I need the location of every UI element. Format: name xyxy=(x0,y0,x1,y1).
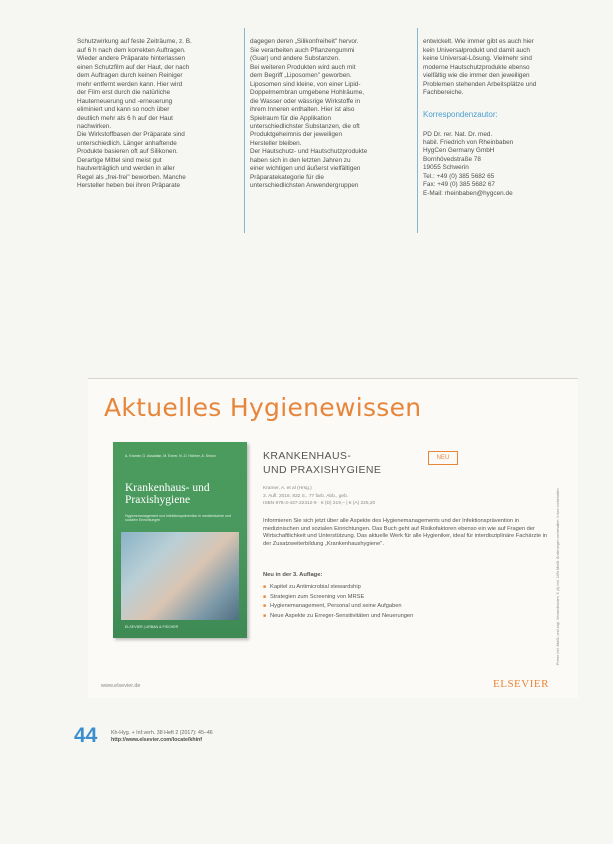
product-meta xyxy=(263,485,423,508)
list-item: ■ Neue Aspekte zu Erreger-Sensitivitäten und Neuerungen xyxy=(263,612,413,622)
book-authors: A. Kramer, O. Assadian, M. Exner, N.-O. Hübner, A. Simon xyxy=(125,454,216,458)
new-badge: NEU xyxy=(428,451,458,465)
text-column-2 xyxy=(250,30,410,199)
column-2-text: dagegen deren „Silikonfreiheit" hervor. Sie verarbeiten auch Pflanzengummi (Guar) und andere Substanzen. Bei weiteren Produkten wird auch mit dem Begriff „Liposomen" geworben. Liposomen sind kleine, von einer Lipid- Doppelmembran umgebene Hohlräume, die Wasser oder wässrige Wirkstoffe in ihrem Inneren enthalten. Hier ist also Spielraum für die Applikation unterschiedlichster Substanzen, die oft Produktgeheimnis der jeweiligen Hersteller bleiben. Der Hautschutz- und Hautschutzprodukte haben sich in den letzten Jahren zu einer wichtigen und äußerst vielfältigen Präparatekategorie für die unterschiedlichsten Anwendergruppen xyxy=(250,38,368,190)
list-item: ■ Hygienemanagement, Personal und seine Aufgaben xyxy=(263,602,413,612)
book-cover-image xyxy=(113,442,247,638)
correspondence-heading: Korrespondenzautor: xyxy=(423,110,498,120)
column-3-text: entwickelt. Wie immer gibt es auch hier kein Universalprodukt und damit auch keine Universal-Lösung. Vielmehr sind moderne Hautschutzprodukte ebenso vielfältig wie die immer den jeweiligen Problemen stehenden Arbeitsplätze und Fachbereiche. xyxy=(423,38,537,97)
page-number: 44 xyxy=(74,724,98,747)
journal-citation xyxy=(111,730,213,744)
column-1-text: Schutzwirkung auf feste Zeiträume, z. B. auf 6 h nach dem korrekten Auftragen. Wieder andere Präparate hinterlassen einen Schutzfilm auf der Haut, der nach dem Auftragen durch keinen Reiniger mehr entfernt werden kann. Hier wird der Film erst durch die natürliche Hauterneuerung und -erneuerung eliminiert und kann so noch über deutlich mehr als 6 h auf der Haut nachwirken. Die Wirkstoffbasen der Präparate sind unterschiedlich. Länger anhaftende Produkte basieren oft auf Silikonen. Derartige Mittel sind meist gut hautverträglich und werden in aller Regel als „frei-frei" beworben. Manche Hersteller heben bei ihren Präparate xyxy=(77,38,192,190)
product-description: Informieren Sie sich jetzt über alle Aspekte des Hygienemanagements und der Infektionsprävention in medizinischen und sozialen Einrichtungen. Das Buch geht auf Risikofaktoren ebenso ein wie auf Fragen der Wirtschaftlichkeit und Unterstützung. Das aktuelle Werk für alle Hygieniker, ideal für interdisziplinäre Fachärzte in der Zusatzweiterbildung „Krankenhaushygiene". xyxy=(263,518,548,547)
journal-url[interactable]: http://www.elsevier.com/locate/khinf xyxy=(111,737,203,743)
elsevier-logo: ELSEVIER xyxy=(493,678,549,690)
new-edition-heading: Neu in der 3. Auflage: xyxy=(263,572,323,578)
book-title: Krankenhaus- und Praxishygiene xyxy=(125,482,210,506)
ad-headline: Aktuelles Hygienewissen xyxy=(104,393,422,422)
product-title-line-2: UND PRAXISHYGIENE xyxy=(263,464,382,476)
product-title xyxy=(263,449,381,477)
ad-url[interactable]: www.elsevier.de xyxy=(101,683,141,689)
book-subtitle: Hygienemanagement und Infektionsprävention in medizinischen und sozialen Einrichtungen xyxy=(125,514,232,522)
product-meta-text: Kramer, A. et al (Hrsg.) 3. Aufl. 2016. 832 S., 77 farb. Abb., geb. ISBN 978-3-437-22312-9 · € (D) 219,– | € (A) 225,20 xyxy=(263,486,376,507)
advertisement-border xyxy=(88,378,578,379)
price-disclaimer: Preise inkl. MwSt. und zzgl. Versandkosten, € (A) inkl. 10% MwSt. Änderungen vorbehalten. Irrtum vorbehalten. xyxy=(556,487,560,665)
book-cover-photo xyxy=(121,532,239,620)
new-features-list xyxy=(263,583,413,621)
column-divider xyxy=(244,28,245,233)
product-title-line-1: KRANKENHAUS- xyxy=(263,450,352,462)
journal-reference: Kh-Hyg. + Inf.verh. 38 Heft 2 (2017): 45–46 xyxy=(111,730,213,736)
text-column-1 xyxy=(77,30,239,199)
text-column-3 xyxy=(423,30,541,207)
column-divider xyxy=(417,28,418,233)
correspondence-address: PD Dr. rer. Nat. Dr. med. habil. Friedrich von Rheinbaben HygCen Germany GmbH Bornhövedstraße 78 19055 Schwerin Tel.: +49 (0) 385 5682 65 Fax: +49 (0) 385 5682 67 E-Mail: rheinbaben@hygcen.de xyxy=(423,130,514,197)
list-item: ■ Strategien zum Screening von MRSE xyxy=(263,593,413,603)
list-item: ■ Kapitel zu Antimicrobial stewardship xyxy=(263,583,413,593)
book-publisher: ELSEVIER | URBAN & FISCHER xyxy=(125,625,179,629)
